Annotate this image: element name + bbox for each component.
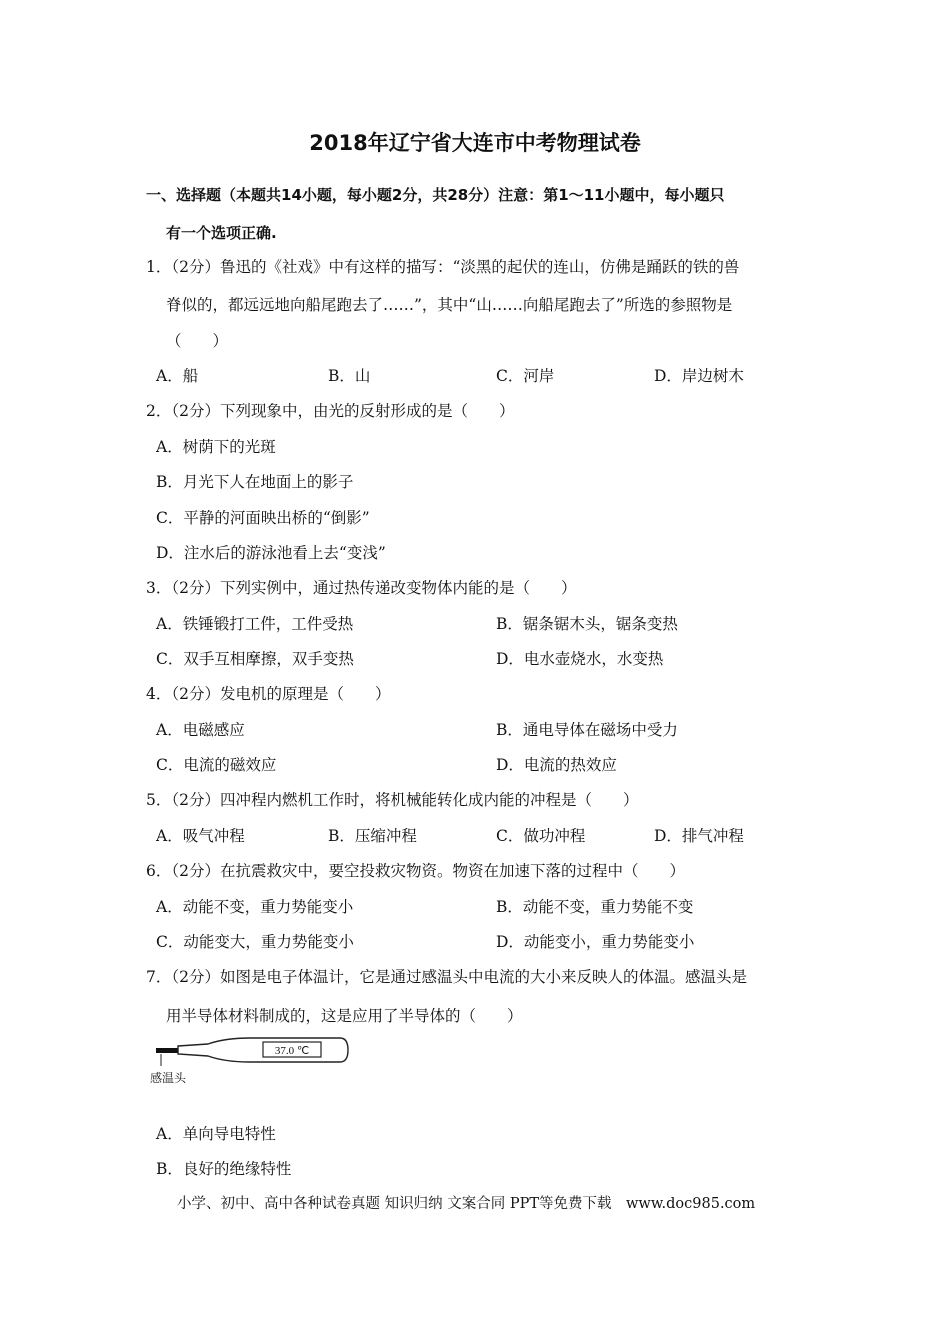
footer-note: 小学、初中、高中各种试卷真题 知识归纳 文案合同 PPT等免费下载 www.doc985.com	[177, 1196, 756, 1212]
thermometer-probe	[156, 1048, 178, 1053]
question-1-line-3: （ ）	[166, 332, 229, 350]
q6-option-a: A．动能不变，重力势能变小	[156, 898, 354, 916]
q5-option-d: D．排气冲程	[654, 827, 744, 845]
q1-option-d: D．岸边树木	[654, 367, 744, 385]
section-heading-cont: 有一个选项正确.	[166, 224, 277, 242]
question-4-line-1: 4．（2分）发电机的原理是（ ）	[146, 685, 391, 703]
question-5-line-1: 5．（2分）四冲程内燃机工作时，将机械能转化成内能的冲程是（ ）	[146, 791, 639, 809]
section-heading: 一、选择题（本题共14小题，每小题2分，共28分）注意：第1～11小题中，每小题只	[146, 186, 725, 204]
question-1-line-1: 1．（2分）鲁迅的《社戏》中有这样的描写：“淡黑的起伏的连山，仿佛是踊跃的铁的兽	[146, 258, 740, 276]
question-7-line-1: 7．（2分）如图是电子体温计，它是通过感温头中电流的大小来反映人的体温。感温头是	[146, 968, 747, 986]
q5-option-b: B．压缩冲程	[328, 827, 417, 845]
q2-option-a: A．树荫下的光斑	[156, 438, 276, 456]
question-2-line-1: 2．（2分）下列现象中，由光的反射形成的是（ ）	[146, 402, 515, 420]
question-7-line-2: 用半导体材料制成的，这是应用了半导体的（ ）	[166, 1007, 523, 1025]
q4-option-a: A．电磁感应	[156, 721, 245, 739]
q7-option-a: A．单向导电特性	[156, 1125, 276, 1143]
question-6-line-1: 6．（2分）在抗震救灾中，要空投救灾物资。物资在加速下落的过程中（ ）	[146, 862, 685, 880]
thermometer-drawing	[150, 1036, 355, 1090]
q3-option-a: A．铁锤锻打工件，工件受热	[156, 615, 354, 633]
question-3-line-1: 3．（2分）下列实例中，通过热传递改变物体内能的是（ ）	[146, 579, 577, 597]
q1-option-b: B．山	[328, 367, 371, 385]
q5-option-a: A．吸气冲程	[156, 827, 245, 845]
q2-option-c: C．平静的河面映出桥的“倒影”	[156, 509, 370, 527]
sensor-head-label: 感温头	[150, 1071, 187, 1085]
q6-option-b: B．动能不变，重力势能不变	[496, 898, 694, 916]
q6-option-c: C．动能变大，重力势能变小	[156, 933, 354, 951]
q1-option-a: A．船	[156, 367, 199, 385]
q5-option-c: C．做功冲程	[496, 827, 586, 845]
thermometer-reading: 37.0 ℃	[274, 1045, 310, 1057]
q1-option-c: C．河岸	[496, 367, 555, 385]
q4-option-b: B．通电导体在磁场中受力	[496, 721, 678, 739]
q3-option-c: C．双手互相摩擦，双手变热	[156, 650, 354, 668]
q3-option-b: B．锯条锯木头，锯条变热	[496, 615, 678, 633]
q2-option-b: B．月光下人在地面上的影子	[156, 473, 354, 491]
page-title: 2018年辽宁省大连市中考物理试卷	[309, 131, 641, 155]
thermometer-figure	[150, 1036, 355, 1090]
q4-option-d: D．电流的热效应	[496, 756, 617, 774]
q4-option-c: C．电流的磁效应	[156, 756, 277, 774]
q7-option-b: B．良好的绝缘特性	[156, 1160, 292, 1178]
question-1-line-2: 脊似的，都远远地向船尾跑去了……”，其中“山……向船尾跑去了”所选的参照物是	[166, 296, 733, 314]
q6-option-d: D．动能变小，重力势能变小	[496, 933, 695, 951]
q2-option-d: D．注水后的游泳池看上去“变浅”	[156, 544, 386, 562]
q3-option-d: D．电水壶烧水，水变热	[496, 650, 664, 668]
